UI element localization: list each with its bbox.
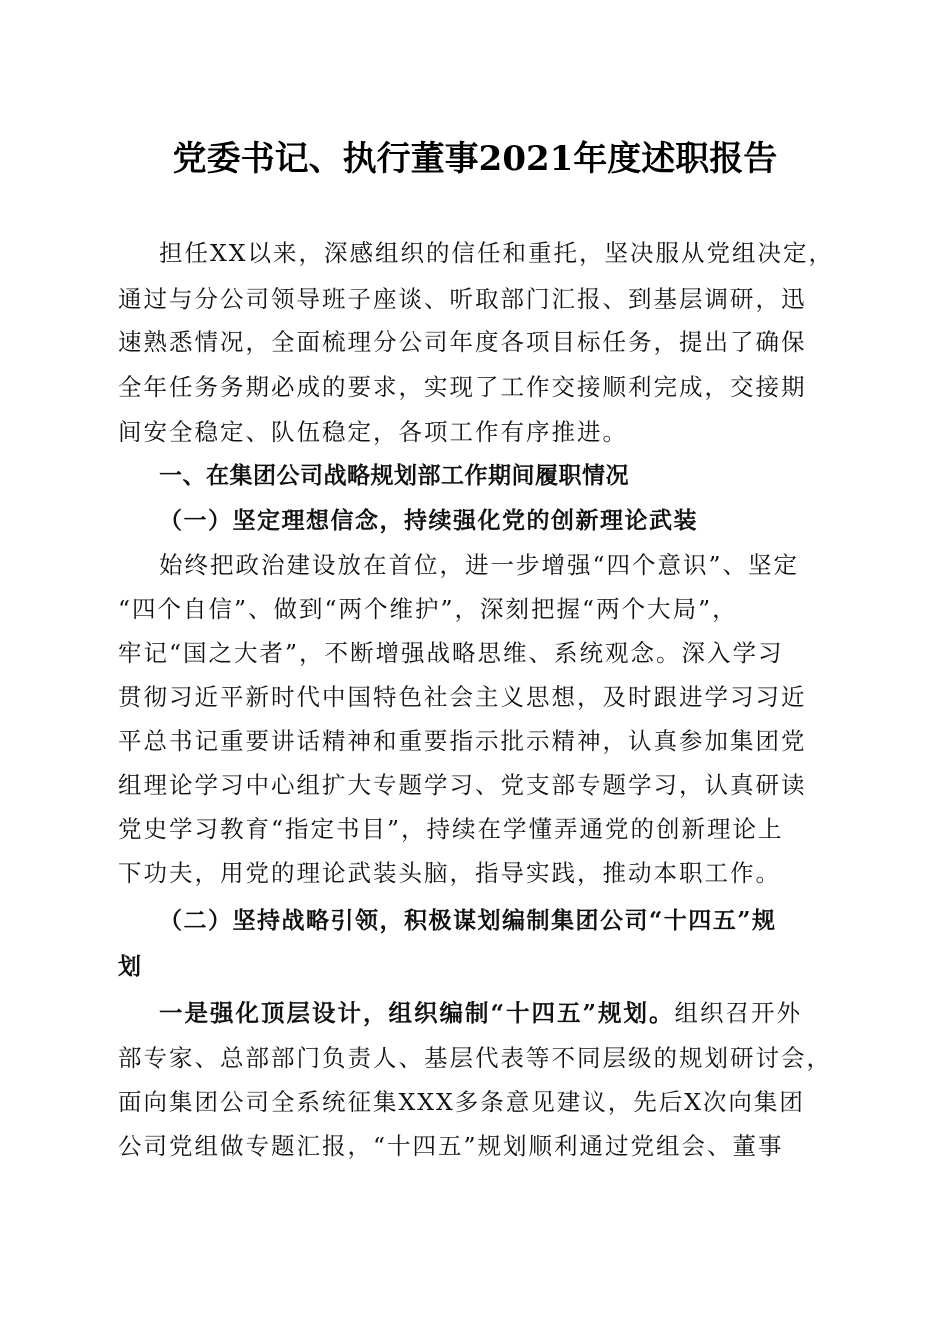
paragraph-line: 平总书记重要讲话精神和重要指示批示精神，认真参加集团党 xyxy=(118,727,807,755)
paragraph-line: 党史学习教育“指定书目”，持续在学懂弄通党的创新理论上 xyxy=(118,815,784,843)
intro-line: 速熟悉情况，全面梳理分公司年度各项目标任务，提出了确保 xyxy=(118,328,807,356)
paragraph-line: “四个自信”、做到“两个维护”，深刻把握“两个大局”， xyxy=(118,595,738,623)
document-title: 党委书记、执行董事2021年度述职报告 xyxy=(172,139,778,179)
paragraph-line: 公司党组做专题汇报，“十四五”规划顺利通过党组会、董事 xyxy=(118,1132,784,1160)
paragraph-line: 组理论学习中心组扩大专题学习、党支部专题学习，认真研读 xyxy=(118,771,807,799)
lead-rest: 组织召开外 xyxy=(674,999,803,1027)
paragraph-line: 面向集团公司全系统征集XXX多条意见建议，先后X次向集团 xyxy=(118,1088,805,1116)
paragraph-line xyxy=(159,998,802,1028)
intro-line: 全年任务务期必成的要求，实现了工作交接顺利完成，交接期 xyxy=(118,373,807,401)
subsection-heading-cont: 划 xyxy=(118,953,143,980)
paragraph-line: 牢记“国之大者”，不断增强战略思维、系统观念。深入学习 xyxy=(118,639,784,667)
lead-sentence: 一是强化顶层设计，组织编制“十四五”规划。 xyxy=(159,999,675,1027)
paragraph-line: 贯彻习近平新时代中国特色社会主义思想，及时跟进学习习近 xyxy=(118,683,807,711)
subsection-heading: （一）坚定理想信念，持续强化党的创新理论武装 xyxy=(159,507,698,534)
paragraph-line: 部专家、总部部门负责人、基层代表等不同层级的规划研讨会， xyxy=(118,1044,832,1072)
intro-line: 担任XX以来，深感组织的信任和重托，坚决服从党组决定， xyxy=(159,239,834,267)
intro-line: 间安全稳定、队伍稳定，各项工作有序推进。 xyxy=(118,418,628,446)
paragraph-line: 始终把政治建设放在首位，进一步增强“四个意识”、坚定 xyxy=(159,551,800,579)
section-heading: 一、在集团公司战略规划部工作期间履职情况 xyxy=(159,463,629,489)
paragraph-line: 下功夫，用党的理论武装头脑，指导实践，推动本职工作。 xyxy=(118,859,781,887)
subsection-heading: （二）坚持战略引领，积极谋划编制集团公司“十四五”规 xyxy=(159,907,777,934)
intro-line: 通过与分公司领导班子座谈、听取部门汇报、到基层调研，迅 xyxy=(118,285,807,313)
